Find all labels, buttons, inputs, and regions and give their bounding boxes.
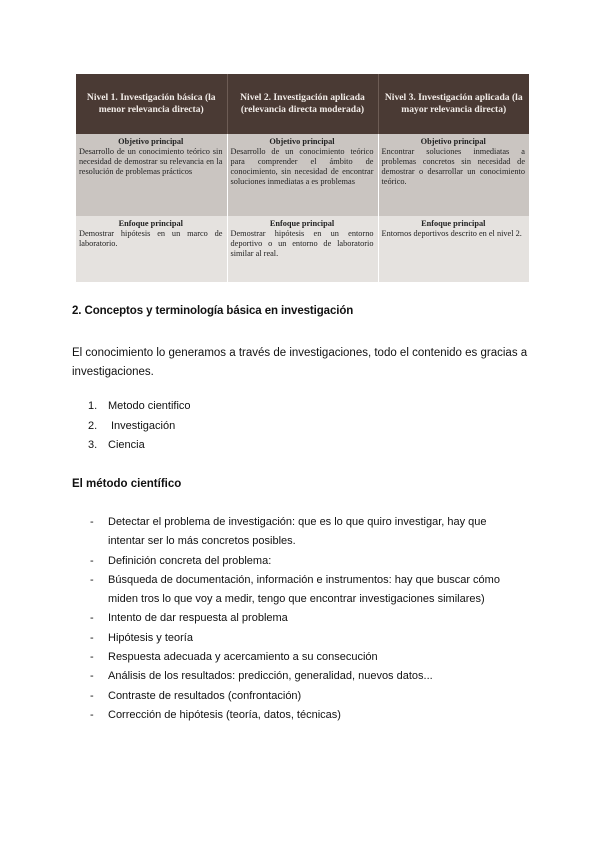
cell-title: Enfoque principal xyxy=(269,219,335,228)
list-text: Ciencia xyxy=(108,439,145,451)
cell-text: Desarrollo de un conocimiento teórico sin necesidad de demostrar su relevancia en la resolución de problemas prácticos xyxy=(79,147,223,176)
list-item xyxy=(90,609,520,628)
table-header-row xyxy=(76,74,529,134)
cell-text: Encontrar soluciones inmediatas a problemas concretos sin necesidad de demostrar o desarrollar un conocimiento teórico. xyxy=(381,147,525,186)
list-item xyxy=(90,706,520,725)
cell-title: Objetivo principal xyxy=(269,137,335,146)
list-item xyxy=(90,571,520,610)
list-text: Investigación xyxy=(111,419,176,432)
bullet-dash: - xyxy=(90,554,94,567)
list-number: 1. xyxy=(88,400,98,412)
list-item xyxy=(90,687,520,706)
list-text: Metodo cientifico xyxy=(108,400,191,412)
cell-text: Entornos deportivos descrito en el nivel 2. xyxy=(381,229,522,238)
bullet-dash: - xyxy=(90,573,94,586)
cell-text: Demostrar hipótesis en un marco de laboratorio. xyxy=(79,229,223,248)
cell-title: Enfoque principal xyxy=(421,219,486,228)
intro-paragraph: El conocimiento lo generamos a través de investigaciones, todo el contenido es gracias a investigaciones. xyxy=(72,347,528,378)
list-item xyxy=(88,420,191,440)
list-item xyxy=(88,400,191,420)
cell-title: Objetivo principal xyxy=(118,137,184,146)
table-row-objetivo xyxy=(76,134,529,216)
cell-text: Demostrar hipótesis en un entorno deportivo o un entorno de laboratorio similar al real. xyxy=(230,229,374,258)
table-cell xyxy=(76,134,227,216)
list-text: Respuesta adecuada y acercamiento a su consecución xyxy=(108,651,378,664)
list-item xyxy=(90,648,520,667)
list-number: 3. xyxy=(88,439,98,451)
header-level-3: Nivel 3. Investigación aplicada (la mayor relevancia directa) xyxy=(378,74,529,134)
list-item xyxy=(88,439,191,459)
table-row-enfoque xyxy=(76,216,529,282)
numbered-list xyxy=(88,400,191,459)
cell-text: Desarrollo de un conocimiento teórico para comprender el ámbito de conocimiento, sin necesidad de encontrar soluciones inmediatas a es problemas xyxy=(230,147,374,186)
cell-title: Objetivo principal xyxy=(420,137,486,146)
header-level-2: Nivel 2. Investigación aplicada (relevancia directa moderada) xyxy=(227,74,378,134)
list-item xyxy=(90,629,520,648)
research-levels-table xyxy=(76,74,529,278)
list-number: 2. xyxy=(88,419,98,432)
list-text: Búsqueda de documentación, información e instrumentos: hay que buscar cómo miden tros lo que voy a medir, tengo que encontrar investigaciones similares) xyxy=(108,573,500,606)
levels-table xyxy=(76,74,529,282)
list-text: Contraste de resultados (confrontación) xyxy=(108,689,302,702)
list-item xyxy=(90,667,520,686)
bullet-dash: - xyxy=(90,708,94,721)
header-level-1: Nivel 1. Investigación básica (la menor relevancia directa) xyxy=(76,74,227,134)
list-text: Intento de dar respuesta al problema xyxy=(108,612,288,625)
table-cell xyxy=(227,134,378,216)
list-text: Corrección de hipótesis (teoría, datos, técnicas) xyxy=(108,708,341,721)
method-steps-list xyxy=(90,513,520,725)
section-heading: 2. Conceptos y terminología básica en investigación xyxy=(72,305,354,317)
bullet-dash: - xyxy=(90,651,94,664)
bullet-dash: - xyxy=(90,516,94,528)
list-text: Análisis de los resultados: predicción, generalidad, nuevos datos... xyxy=(108,670,433,683)
bullet-dash: - xyxy=(90,612,94,625)
list-item xyxy=(90,513,520,552)
table-cell xyxy=(378,216,529,282)
method-heading: El método científico xyxy=(72,478,182,490)
bullet-dash: - xyxy=(90,631,94,644)
bullet-dash: - xyxy=(90,670,94,683)
cell-title: Enfoque principal xyxy=(118,219,183,228)
table-cell xyxy=(76,216,227,282)
list-text: Detectar el problema de investigación: que es lo que quiro investigar, hay que intentar ser lo más concretos posibles. xyxy=(108,516,487,548)
bullet-dash: - xyxy=(90,689,94,702)
table-cell xyxy=(227,216,378,282)
table-cell xyxy=(378,134,529,216)
list-item xyxy=(90,552,520,571)
list-text: Definición concreta del problema: xyxy=(108,554,272,567)
list-text: Hipótesis y teoría xyxy=(108,631,193,644)
